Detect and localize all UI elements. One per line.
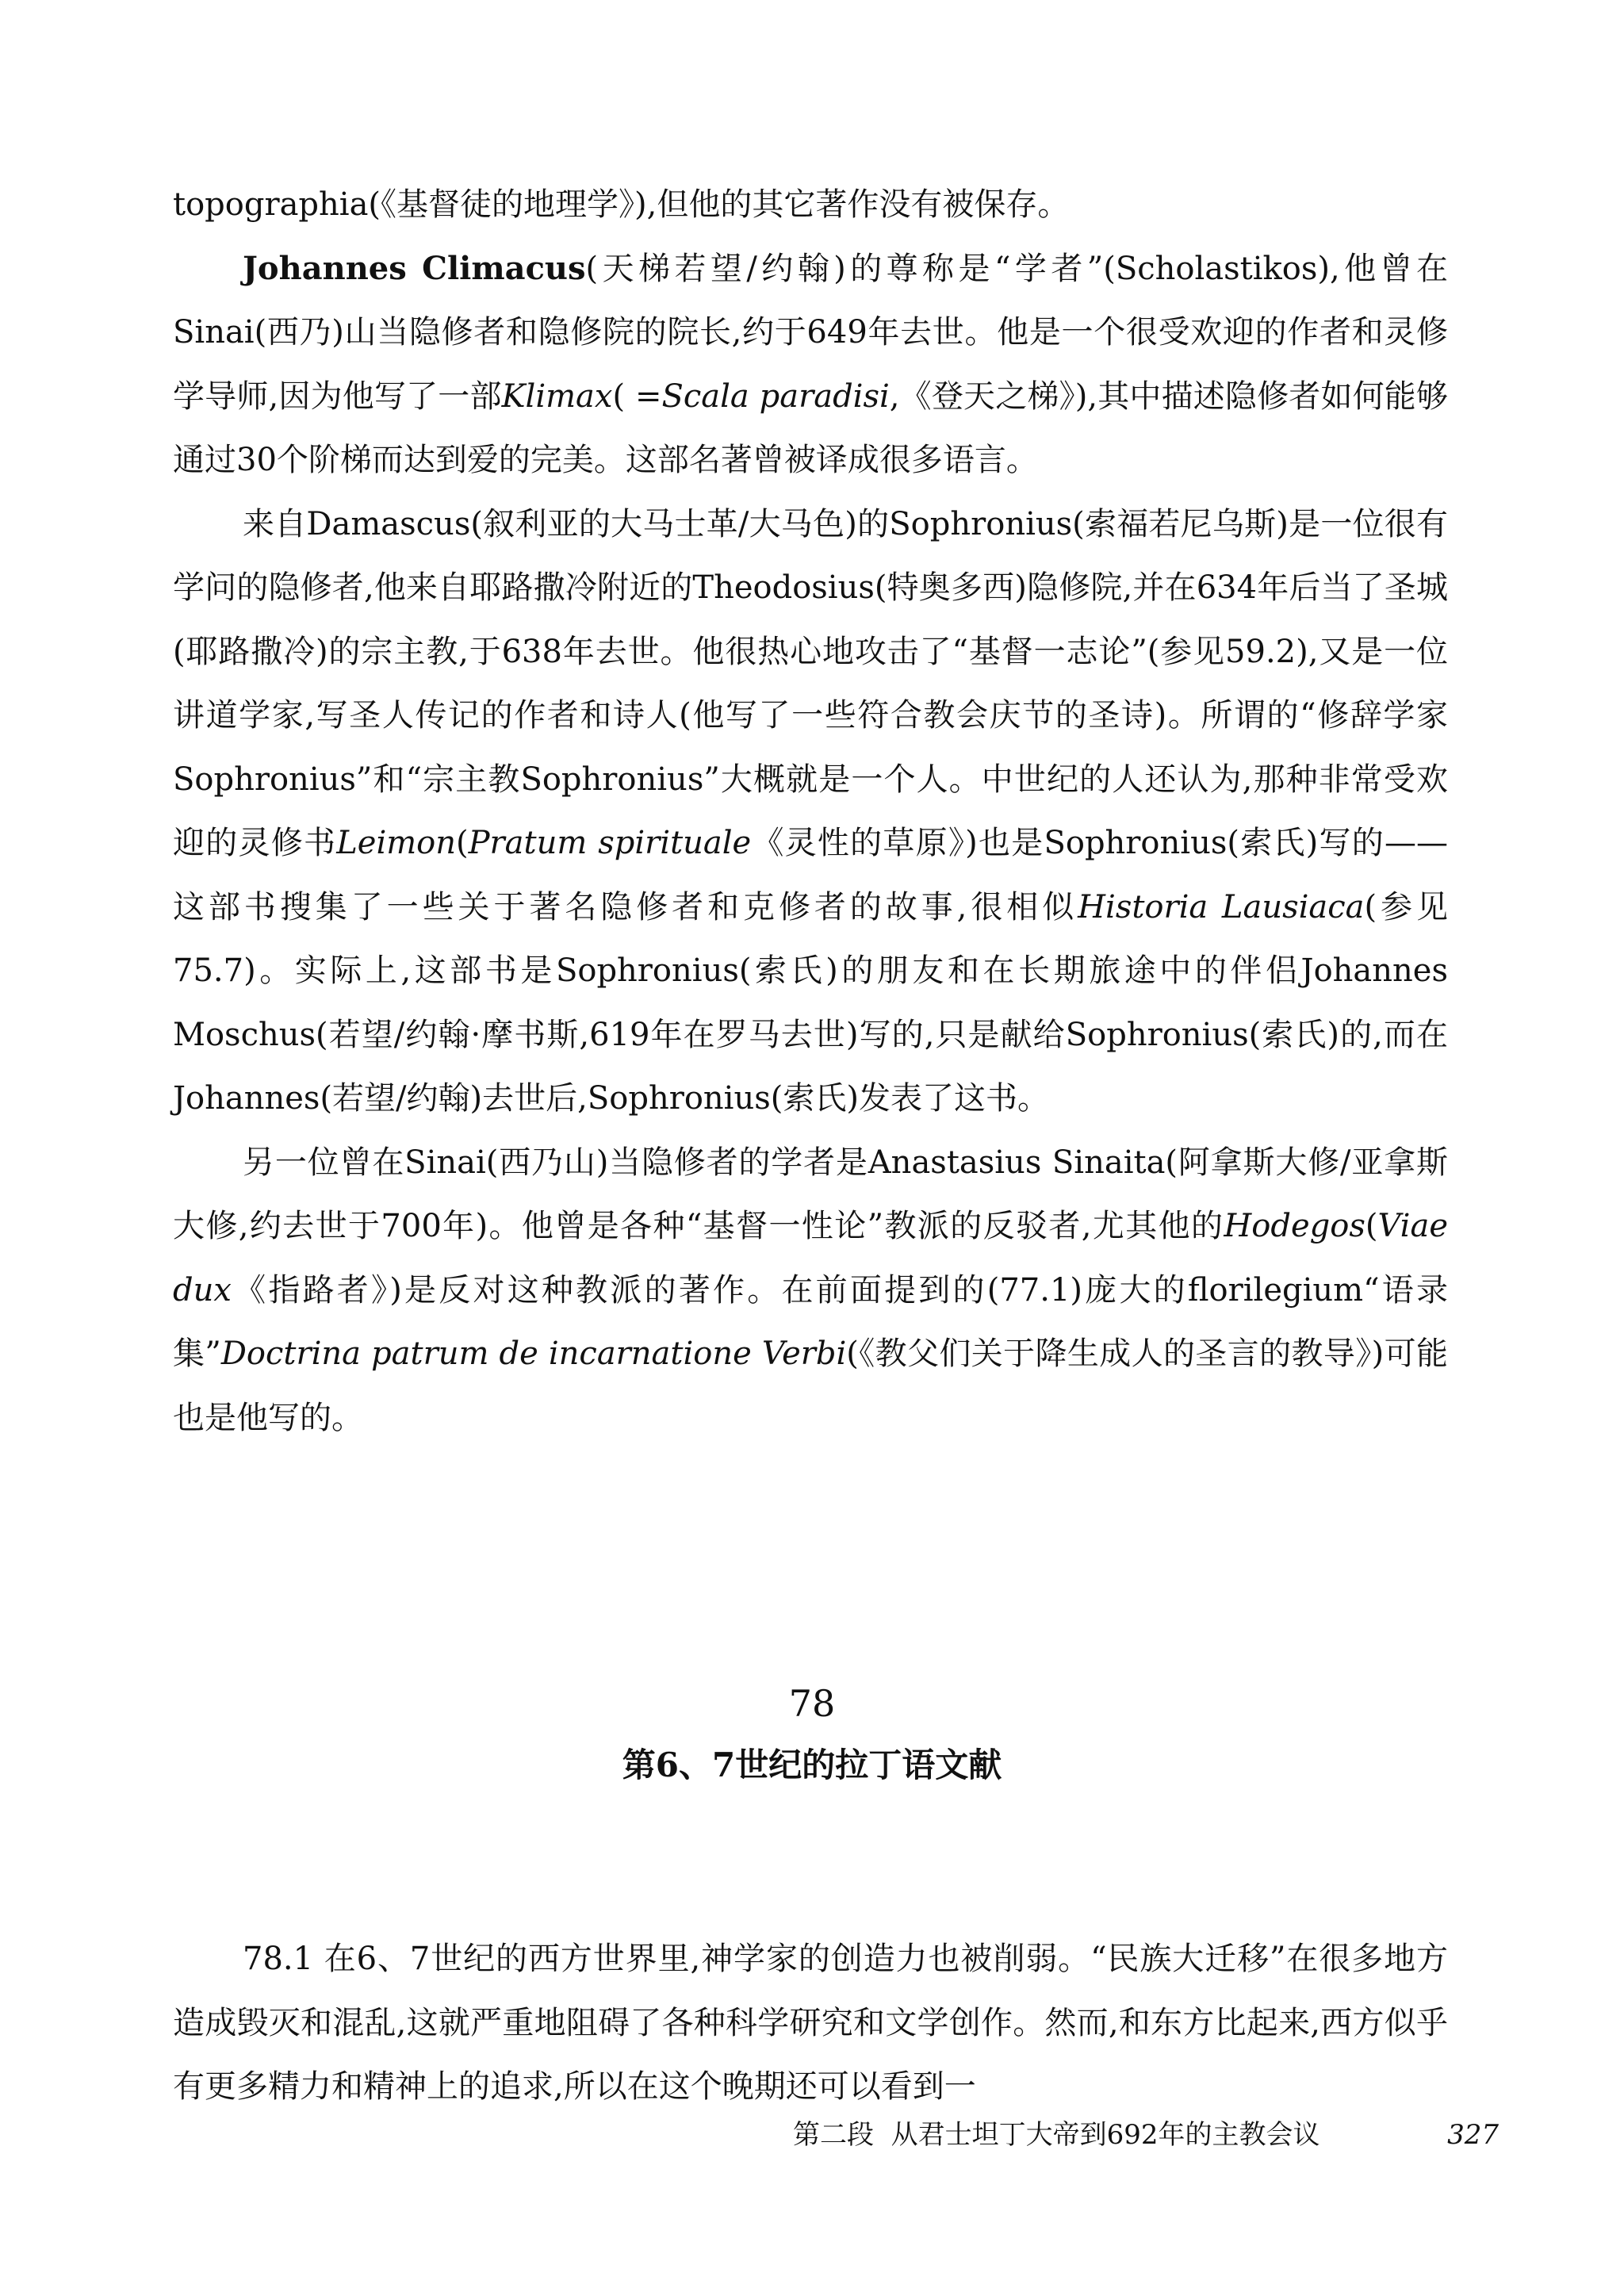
italic-title-text: Doctrina patrum de incarnatione Verbi — [220, 1336, 847, 1372]
page-number: 327 — [1447, 2119, 1499, 2151]
section-body-text — [173, 1927, 1448, 2119]
paragraph-text: 《指路者》)是反对这种教派的著作。在前面提到的(77.1)庞大的florilegium“语录集” — [173, 1271, 1448, 1372]
paragraph — [173, 237, 1448, 492]
paragraph-text: ( — [1365, 1208, 1378, 1244]
paragraph — [173, 1927, 1448, 2119]
paragraph-text: ( — [456, 825, 469, 861]
paragraph — [173, 492, 1448, 1131]
paragraph — [173, 1131, 1448, 1450]
footer-range: 从君士坦丁大帝到692年的主教会议 — [891, 2119, 1320, 2151]
italic-title-text: Pratum spirituale — [468, 825, 752, 861]
italic-title-text: Klimax — [501, 377, 613, 415]
paragraph-text: 来自Damascus(叙利亚的大马士革/大马色)的Sophronius(索福若尼乌斯)是一位很有学问的隐修者,他来自耶路撒冷附近的Theodosius(特奥多西)隐修院,并在634年后当了圣城(耶路撒冷)的宗主教,于638年去世。他很热心地攻击了“基督一志论”(参见59.2),又是一位讲道学家,写圣人传记的作者和诗人(他写了一些符合教会庆节的圣诗)。所谓的“修辞学家Sophronius”和“宗主教Sophronius”大概就是一个人。中世纪的人还认为,那种非常受欢迎的灵修书 — [173, 505, 1448, 861]
italic-title-text: Scala paradisi — [661, 377, 890, 415]
body-text — [173, 173, 1448, 1450]
italic-title-text: Leimon — [336, 825, 457, 861]
section-title: 第6、7世纪的拉丁语文献 — [622, 1746, 1002, 1784]
paragraph — [173, 173, 1448, 237]
paragraph-text: topographia(《基督徒的地理学》),但他的其它著作没有被保存。 — [173, 186, 1070, 223]
paragraph-text: 另一位曾在Sinai(西乃山)当隐修者的学者是Anastasius Sinaita(阿拿斯大修/亚拿斯大修,约去世于700年)。他曾是各种“基督一性论”教派的反驳者,尤其他的 — [173, 1144, 1448, 1244]
paragraph-text: 《灵性的草原》)也是Sophronius(索氏)写的——这部书搜集了一些关于著名隐修者和克修者的故事,很相似 — [173, 825, 1448, 925]
paragraph-text: (《教父们关于降生成人的圣言的教导》)可能也是他写的。 — [173, 1336, 1448, 1436]
section-number: 78 — [788, 1682, 836, 1725]
paragraph-text: (天梯若望/约翰)的尊称是“学者”(Scholastikos),他曾在Sinai(西乃)山当隐修者和隐修院的院长,约于649年去世。他是一个很受欢迎的作者和灵修学导师,因为他写了一部 — [173, 250, 1449, 415]
bold-name-text: Johannes Climacus — [243, 249, 586, 287]
paragraph-text: 78.1 在6、7世纪的西方世界里,神学家的创造力也被削弱。“民族大迁移”在很多地方造成毁灭和混乱,这就严重地阻碍了各种科学研究和文学创作。然而,和东方比起来,西方似乎有更多精力和精神上的追求,所以在这个晚期还可以看到一 — [173, 1941, 1448, 2105]
running-footer — [793, 2111, 1396, 2159]
italic-title-text: Viae dux — [173, 1208, 1448, 1309]
paragraph-text: ( = — [612, 377, 662, 415]
footer-part: 第二段 — [793, 2119, 874, 2151]
italic-title-text: Historia Lausiaca — [1078, 888, 1365, 925]
italic-title-text: Hodegos — [1224, 1208, 1365, 1244]
paragraph-text: ,《登天之梯》),其中描述隐修者如何能够通过30个阶梯而达到爱的完美。这部名著曾被译成很多语言。 — [173, 377, 1448, 478]
paragraph-text: (参见75.7)。实际上,这部书是Sophronius(索氏)的朋友和在长期旅途中的伴侣Johannes Moschus(若望/约翰·摩书斯,619年在罗马去世)写的,只是献给Sophronius(索氏)的,而在Johannes(若望/约翰)去世后,Sophronius(索氏)发表了这书。 — [173, 888, 1448, 1117]
